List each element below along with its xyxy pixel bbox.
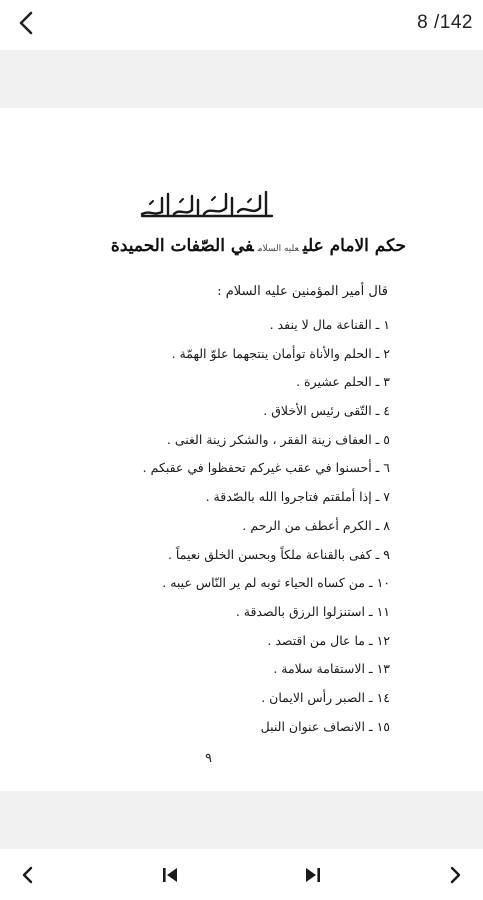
skip-start-icon <box>160 865 180 885</box>
title-part-2: في الصّفات الحميدة <box>110 236 254 256</box>
first-page-button[interactable] <box>154 859 186 891</box>
sayings-list <box>70 311 390 741</box>
saying-item: ٦ ـ أحسنوا في عقب غيركم تحفظوا في عقبكم . <box>142 460 390 476</box>
chapter-title <box>111 236 406 256</box>
saying-item: ١١ ـ استنزلوا الرزق بالصدقة . <box>235 603 390 619</box>
saying-item: ٢ ـ الحلم والأناة توأمان ينتجهما علوّ الهمّة . <box>171 345 390 361</box>
saying-item: ٩ ـ كفى بالقناعة ملكاً وبحسن الخلق نعيماً . <box>167 546 390 562</box>
back-button[interactable] <box>10 6 44 40</box>
top-margin-band <box>0 50 483 108</box>
last-page-button[interactable] <box>297 859 329 891</box>
title-part-1: حكم الامام علي <box>302 236 406 256</box>
bottom-margin-band <box>0 791 483 849</box>
saying-item: ١٣ ـ الاستقامة سلامة . <box>273 661 390 677</box>
top-bar <box>0 0 483 50</box>
saying-item: ٣ ـ الحلم عشيرة . <box>296 374 390 390</box>
chevron-right-icon <box>447 865 463 885</box>
saying-item: ١٥ ـ الانصاف عنوان النبل <box>260 718 390 734</box>
chevron-left-icon <box>20 865 36 885</box>
salutation-glyph: عليه السلام <box>257 244 299 254</box>
document-page <box>0 108 483 791</box>
saying-item: ٥ ـ العفاف زينة الفقر ، والشكر زينة الغنى . <box>166 431 390 447</box>
saying-item: ١٠ ـ من كساه الحياء ثوبه لم ير النّاس عيبه . <box>162 575 390 591</box>
printed-page-number: ٩ <box>205 751 212 766</box>
saying-item: ٧ ـ إذا أملقتم فتاجروا الله بالصّدقة . <box>205 489 390 505</box>
chevron-left-icon <box>16 10 38 36</box>
basmala-calligraphy <box>140 190 275 220</box>
saying-item: ٤ ـ التّقى رئيس الأخلاق . <box>263 403 390 419</box>
bottom-navigation-bar <box>0 849 483 900</box>
next-page-button[interactable] <box>439 859 471 891</box>
saying-item: ٨ ـ الكرم أعطف من الرحم . <box>242 517 390 533</box>
skip-end-icon <box>303 865 323 885</box>
saying-item: ١٤ ـ الصبر رأس الايمان . <box>261 689 390 705</box>
saying-item: ١٢ ـ ما عال من اقتصد . <box>267 632 390 648</box>
saying-item: ١ ـ القناعة مال لا ينفد . <box>269 317 390 332</box>
intro-line: قال أمير المؤمنين عليه السلام : <box>217 284 388 299</box>
previous-page-button[interactable] <box>12 859 44 891</box>
page-counter: 8 /142 <box>417 12 473 33</box>
